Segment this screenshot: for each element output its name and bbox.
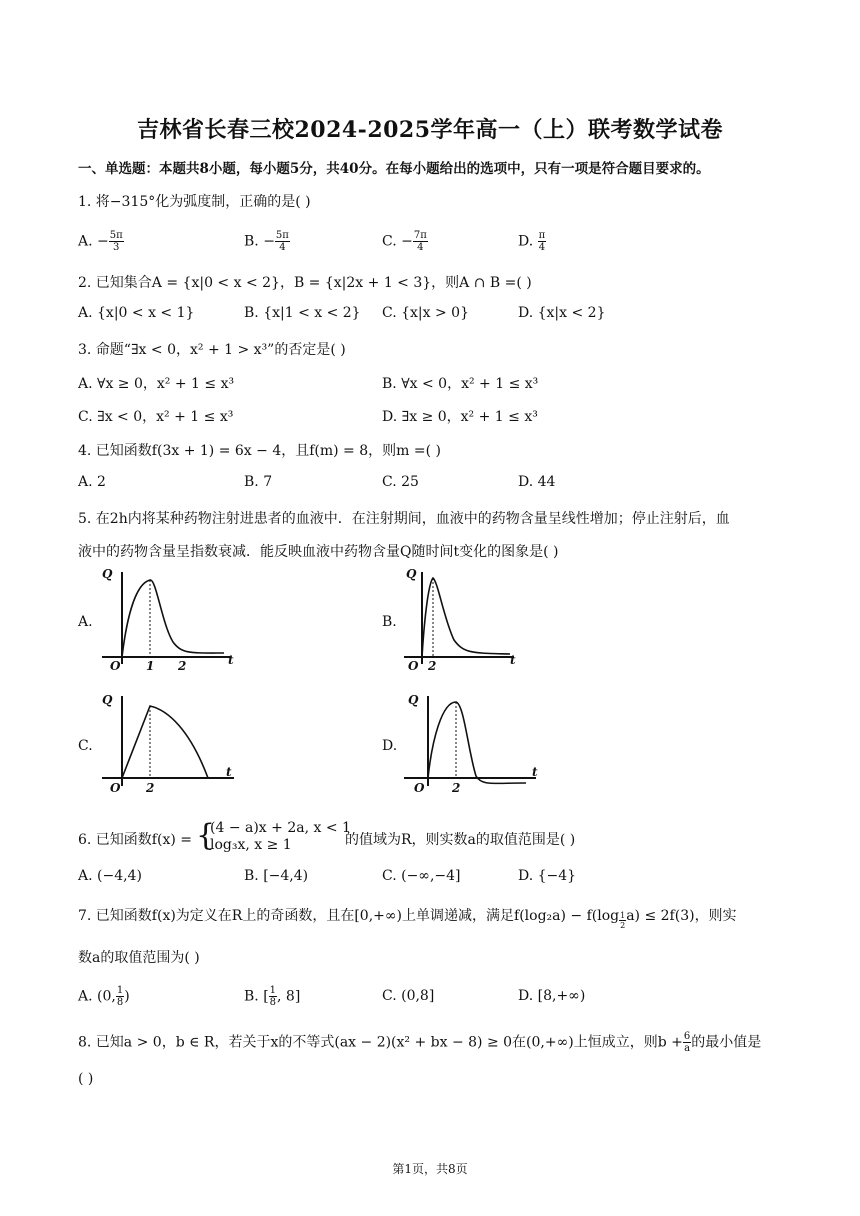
- t-label: t: [510, 653, 516, 667]
- fraction: [683, 1031, 691, 1054]
- tick-label: 1: [146, 659, 155, 673]
- question-7-option-a[interactable]: [78, 985, 130, 1008]
- question-2-stem: 2. 已知集合A = {x|0 < x < 2}，B = {x|2x + 1 < 3}，则A ∩ B =( ): [78, 275, 532, 291]
- fraction: [413, 230, 428, 253]
- question-5-option-b[interactable]: B.: [382, 614, 397, 630]
- curve: [422, 578, 510, 657]
- t-label: t: [226, 765, 232, 779]
- question-4-option-d[interactable]: D. 44: [518, 474, 556, 490]
- graph-c: [98, 690, 238, 798]
- stem-text: 8. 已知a > 0，b ∈ R，若关于x的不等式(ax − 2)(x² + bx − 8) ≥ 0在(0,+∞)上恒成立，则b +: [78, 1034, 683, 1051]
- question-6-option-b[interactable]: B. [−4,4): [244, 868, 309, 884]
- question-2-option-d[interactable]: D. {x|x < 2}: [518, 305, 606, 321]
- question-4-stem: 4. 已知函数f(3x + 1) = 6x − 4，且f(m) = 8，则m =( ): [78, 443, 441, 459]
- question-3-option-b[interactable]: B. ∀x < 0，x² + 1 ≤ x³: [382, 376, 539, 392]
- question-6-option-a[interactable]: A. (−4,4): [78, 868, 142, 884]
- q-label: Q: [102, 693, 113, 707]
- curve: [122, 706, 208, 778]
- graph-b: [402, 564, 522, 672]
- option-text: , 8]: [277, 988, 301, 1005]
- fraction-numerator: 6: [683, 1031, 691, 1042]
- fraction-numerator: 5π: [275, 230, 289, 241]
- question-8-stem-line-2: ( ): [78, 1071, 94, 1087]
- t-label: t: [532, 765, 538, 779]
- stem-text: 7. 已知函数f(x)为定义在R上的奇函数，且在[0,+∞)上单调递减，满足f(log₂a) − f(log: [78, 908, 620, 924]
- option-label: D.: [518, 233, 538, 250]
- question-1-option-b[interactable]: [244, 230, 290, 253]
- question-6-prefix: 6. 已知函数f(x) =: [78, 832, 192, 848]
- fraction-numerator: 1: [269, 985, 277, 996]
- fraction: [116, 985, 124, 1008]
- page-title: 吉林省长春三校2024-2025学年高一（上）联考数学试卷: [136, 117, 724, 143]
- stem-text: 的最小值是: [691, 1034, 762, 1051]
- option-text: ): [124, 988, 130, 1005]
- tick-label: 2: [452, 781, 461, 795]
- question-7-option-b[interactable]: [244, 985, 300, 1008]
- tick-label: 2: [428, 659, 437, 673]
- fraction-denominator: a: [684, 1043, 691, 1054]
- option-label: B. [: [244, 988, 269, 1005]
- question-4-option-b[interactable]: B. 7: [244, 474, 273, 490]
- fraction: [538, 230, 547, 253]
- question-2-option-c[interactable]: C. {x|x > 0}: [382, 305, 469, 321]
- section-heading: 一、单选题：本题共8小题，每小题5分，共40分。在每小题给出的选项中，只有一项是符合题目要求的。: [78, 161, 710, 177]
- fraction-numerator: 7π: [413, 230, 427, 241]
- question-7-stem-line-2: 数a的取值范围为( ): [78, 950, 200, 966]
- fraction: [109, 230, 124, 253]
- fraction-numerator: 1: [620, 911, 626, 920]
- question-3-stem: 3. 命题“∃x < 0，x² + 1 > x³”的否定是( ): [78, 342, 346, 358]
- tick-label: 2: [178, 659, 187, 673]
- question-8-stem-line-1: [78, 1031, 761, 1054]
- fraction-denominator: 4: [538, 242, 546, 253]
- left-brace: {: [196, 818, 216, 853]
- question-5-option-d[interactable]: D.: [382, 738, 398, 754]
- question-6-suffix: 的值域为R，则实数a的取值范围是( ): [345, 832, 576, 848]
- question-2-option-a[interactable]: A. {x|0 < x < 1}: [78, 305, 195, 321]
- question-1-option-d[interactable]: [518, 230, 546, 253]
- question-6-option-d[interactable]: D. {−4}: [518, 868, 577, 884]
- piecewise-case-1: (4 − a)x + 2a, x < 1: [210, 820, 351, 836]
- question-1-option-c[interactable]: [382, 230, 428, 253]
- fraction-numerator: π: [538, 230, 546, 241]
- curve: [122, 580, 224, 657]
- fraction-denominator: 4: [417, 242, 424, 253]
- fraction-numerator: 1: [116, 985, 124, 996]
- fraction-denominator: 8: [116, 997, 124, 1008]
- question-4-option-a[interactable]: A. 2: [78, 474, 106, 490]
- question-5-stem-line-1: 5. 在2h内将某种药物注射进患者的血液中．在注射期间，血液中的药物含量呈线性增加；停止注射后，血: [78, 511, 730, 527]
- origin-label: O: [408, 659, 419, 673]
- graph-a: [98, 564, 238, 672]
- option-label: B. −: [244, 233, 275, 250]
- question-7-stem-line-1: [78, 905, 737, 930]
- piecewise-case-2: log₃x, x ≥ 1: [210, 837, 292, 853]
- graph-d: [402, 690, 542, 798]
- option-label: C. −: [382, 233, 413, 250]
- fraction-numerator: 5π: [109, 230, 123, 241]
- origin-label: O: [110, 781, 121, 795]
- origin-label: O: [110, 659, 121, 673]
- question-1-stem: 1. 将−315°化为弧度制，正确的是( ): [78, 194, 311, 210]
- tick-label: 2: [146, 781, 155, 795]
- question-7-option-c[interactable]: C. (0,8]: [382, 988, 435, 1004]
- question-5-option-c[interactable]: C.: [78, 738, 93, 754]
- fraction-denominator: 4: [279, 242, 286, 253]
- fraction: [269, 985, 277, 1008]
- option-label: A. −: [78, 233, 109, 250]
- fraction: [275, 230, 290, 253]
- question-5-option-a[interactable]: A.: [78, 614, 93, 630]
- question-3-option-c[interactable]: C. ∃x < 0，x² + 1 ≤ x³: [78, 409, 234, 425]
- question-3-option-a[interactable]: A. ∀x ≥ 0，x² + 1 ≤ x³: [78, 376, 235, 392]
- origin-label: O: [414, 781, 425, 795]
- question-5-stem-line-2: 液中的药物含量呈指数衰减．能反映血液中药物含量Q随时间t变化的图象是( ): [78, 544, 559, 560]
- question-4-option-c[interactable]: C. 25: [382, 474, 419, 490]
- curve: [428, 702, 526, 783]
- option-label: A. (0,: [78, 988, 116, 1005]
- q-label: Q: [102, 567, 113, 581]
- fraction-denominator: 3: [113, 242, 120, 253]
- fraction-denominator: 2: [620, 921, 626, 930]
- q-label: Q: [406, 567, 417, 581]
- question-3-option-d[interactable]: D. ∃x ≥ 0，x² + 1 ≤ x³: [382, 409, 538, 425]
- question-1-option-a[interactable]: [78, 230, 124, 253]
- question-7-option-d[interactable]: D. [8,+∞): [518, 988, 586, 1004]
- question-6-option-c[interactable]: C. (−∞,−4]: [382, 868, 461, 884]
- page-footer: 第1页，共8页: [392, 1162, 468, 1176]
- stem-text: a) ≤ 2f(3)，则实: [626, 908, 737, 924]
- t-label: t: [228, 653, 234, 667]
- fraction-denominator: 8: [269, 997, 277, 1008]
- q-label: Q: [408, 693, 419, 707]
- question-2-option-b[interactable]: B. {x|1 < x < 2}: [244, 305, 361, 321]
